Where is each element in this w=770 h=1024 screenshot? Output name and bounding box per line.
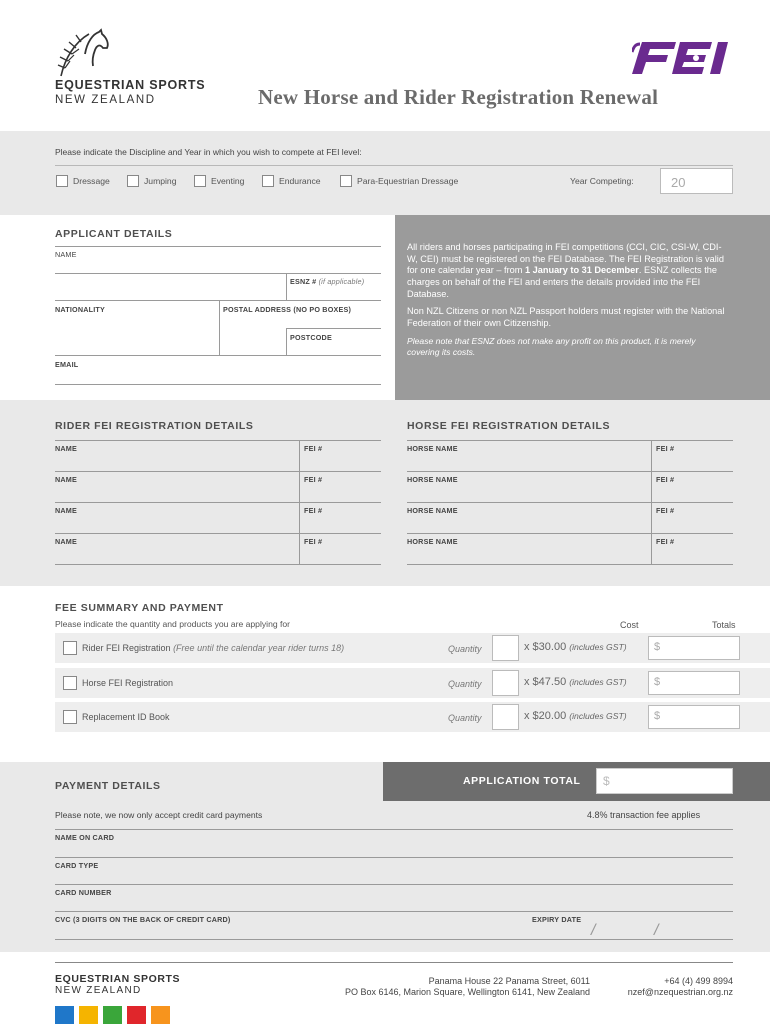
checkbox-jumping[interactable] — [127, 175, 139, 187]
quantity-label: Quantity — [448, 644, 482, 654]
info-text: All riders and horses participating in FEI competitions (CCI, CIC, CSI-W, CDI-W, CEI) must be registered on the FEI Database. The FEI Registration is valid for one calendar year – from — [407, 242, 724, 276]
divider — [55, 246, 381, 247]
footer-divider — [55, 962, 733, 963]
footer-color-square — [55, 1006, 74, 1024]
footer-color-square — [127, 1006, 146, 1024]
divider — [299, 502, 300, 533]
divider — [286, 273, 287, 300]
footer-org-line2: NEW ZEALAND — [55, 985, 142, 996]
rider-name-label: NAME — [55, 444, 77, 453]
currency-symbol: $ — [603, 774, 610, 788]
fee-item-name: Rider FEI Registration — [82, 643, 171, 653]
divider — [55, 502, 381, 503]
divider — [55, 440, 381, 441]
cvc-label: CVC (3 DIGITS ON THE BACK OF CREDIT CARD) — [55, 915, 231, 924]
horse-fei-number-label: FEI # — [656, 537, 675, 546]
fee-price-value: x $30.00 — [524, 641, 567, 653]
checkbox-eventing[interactable] — [194, 175, 206, 187]
fee-prompt: Please indicate the quantity and products you are applying for — [55, 619, 291, 629]
rider-fei-number-label: FEI # — [304, 537, 323, 546]
quantity-label: Quantity — [448, 679, 482, 689]
fee-price-value: x $47.50 — [524, 676, 567, 688]
fee-item-note: (Free until the calendar year rider turns 18) — [173, 643, 345, 653]
email-label: EMAIL — [55, 360, 79, 369]
footer-email[interactable]: nzef@nzequestrian.org.nz — [627, 987, 733, 997]
divider — [286, 328, 287, 355]
payment-note: Please note, we now only accept credit card payments — [55, 810, 263, 820]
horse-name-label: HORSE NAME — [407, 506, 458, 515]
horse-name-label: HORSE NAME — [407, 537, 458, 546]
divider — [407, 502, 733, 503]
checkbox-dressage[interactable] — [56, 175, 68, 187]
divider — [299, 471, 300, 502]
fee-row — [55, 633, 770, 663]
esnz-fern-horse-logo — [55, 28, 111, 78]
org-name-line2: NEW ZEALAND — [55, 94, 156, 106]
payment-heading: PAYMENT DETAILS — [55, 780, 161, 792]
footer-address-line2: PO Box 6146, Marion Square, Wellington 6141, New Zealand — [345, 987, 590, 997]
gst-note: (includes GST) — [569, 642, 627, 652]
fei-logo-graphic — [632, 40, 734, 76]
application-total-input[interactable] — [596, 768, 733, 794]
gst-note: (includes GST) — [569, 677, 627, 687]
divider — [55, 273, 381, 274]
esnz-number-label — [290, 277, 364, 286]
horse-fei-number-label: FEI # — [656, 444, 675, 453]
horse-name-label: HORSE NAME — [407, 444, 458, 453]
divider — [407, 564, 733, 565]
divider — [407, 471, 733, 472]
divider — [55, 911, 733, 912]
divider — [286, 328, 381, 329]
divider — [651, 440, 652, 471]
divider — [55, 533, 381, 534]
divider — [299, 440, 300, 471]
label-endurance: Endurance — [279, 176, 321, 186]
page-title: New Horse and Rider Registration Renewal — [258, 85, 659, 109]
application-total-label: APPLICATION TOTAL — [463, 775, 581, 787]
fee-total-input[interactable] — [648, 671, 740, 695]
name-on-card-label: NAME ON CARD — [55, 833, 115, 842]
footer-color-square — [79, 1006, 98, 1024]
currency-symbol: $ — [654, 641, 661, 653]
rider-fei-number-label: FEI # — [304, 475, 323, 484]
checkbox-endurance[interactable] — [262, 175, 274, 187]
discipline-prompt: Please indicate the Discipline and Year in which you wish to compete at FEI level: — [55, 147, 362, 157]
rider-heading: RIDER FEI REGISTRATION DETAILS — [55, 420, 254, 432]
label-jumping: Jumping — [144, 176, 177, 186]
application-total-bar — [383, 762, 770, 801]
label-para-equestrian-dressage: Para-Equestrian Dressage — [357, 176, 459, 186]
fee-item-checkbox[interactable] — [63, 641, 77, 655]
cost-header: Cost — [620, 620, 639, 630]
divider — [299, 533, 300, 564]
info-paragraph-2: Non NZL Citizens or non NZL Passport holders must register with the National Federation of their own Citizenship. — [407, 306, 725, 329]
footer-phone: +64 (4) 499 8994 — [664, 976, 733, 986]
checkbox-para-equestrian-dressage[interactable] — [340, 175, 352, 187]
divider — [55, 471, 381, 472]
footer-color-square — [151, 1006, 170, 1024]
fee-row — [55, 668, 770, 698]
quantity-input[interactable] — [492, 704, 519, 730]
divider — [651, 502, 652, 533]
fei-info-panel — [395, 215, 770, 400]
quantity-input[interactable] — [492, 635, 519, 661]
divider — [219, 300, 220, 355]
horse-name-label: HORSE NAME — [407, 475, 458, 484]
fee-item-name: Horse FEI Registration — [82, 678, 174, 688]
fee-item-label — [82, 712, 170, 722]
divider — [407, 533, 733, 534]
transaction-fee-note: 4.8% transaction fee applies — [587, 810, 701, 820]
currency-symbol: $ — [654, 676, 661, 688]
card-number-label: CARD NUMBER — [55, 888, 112, 897]
info-paragraph-3: Please note that ESNZ does not make any profit on this product, it is merely covering its costs. — [407, 335, 696, 357]
horse-fei-number-label: FEI # — [656, 506, 675, 515]
quantity-input[interactable] — [492, 670, 519, 696]
org-name-line1: EQUESTRIAN SPORTS — [55, 78, 206, 92]
fee-item-checkbox[interactable] — [63, 676, 77, 690]
divider — [55, 564, 381, 565]
postal-address-label: POSTAL ADDRESS (NO PO BOXES) — [223, 305, 352, 314]
divider — [55, 829, 733, 830]
fee-item-name: Replacement ID Book — [82, 712, 170, 722]
divider — [55, 384, 381, 385]
discipline-section — [0, 131, 770, 215]
fee-price — [524, 676, 627, 688]
fei-logo — [632, 40, 734, 76]
fee-row — [55, 702, 770, 732]
info-text-bold: 1 January to 31 December — [524, 265, 639, 276]
expiry-slash-2: / — [654, 922, 659, 939]
card-type-label: CARD TYPE — [55, 861, 99, 870]
label-eventing: Eventing — [211, 176, 245, 186]
year-competing-input[interactable] — [660, 168, 733, 194]
rider-name-label: NAME — [55, 475, 77, 484]
postcode-label: POSTCODE — [290, 333, 332, 342]
divider — [55, 939, 733, 940]
divider — [55, 165, 733, 166]
divider — [407, 440, 733, 441]
esnz-note: (if applicable) — [318, 277, 365, 286]
divider — [651, 533, 652, 564]
applicant-heading: APPLICANT DETAILS — [55, 228, 173, 240]
applicant-name-label: NAME — [55, 250, 77, 259]
divider — [651, 471, 652, 502]
divider — [55, 857, 733, 858]
year-prefix: 20 — [671, 175, 686, 190]
fee-total-input[interactable] — [648, 705, 740, 729]
label-dressage: Dressage — [73, 176, 110, 186]
footer-color-square — [103, 1006, 122, 1024]
fee-price — [524, 710, 627, 722]
footer-org-line1: EQUESTRIAN SPORTS — [55, 973, 181, 985]
nationality-label: NATIONALITY — [55, 305, 105, 314]
esnz-label-text: ESNZ # — [290, 277, 317, 286]
rider-name-label: NAME — [55, 537, 77, 546]
fee-item-checkbox[interactable] — [63, 710, 77, 724]
horse-fei-number-label: FEI # — [656, 475, 675, 484]
year-competing-label: Year Competing: — [570, 176, 634, 186]
rider-fei-number-label: FEI # — [304, 444, 323, 453]
fee-price — [524, 641, 627, 653]
divider — [55, 300, 381, 301]
rider-name-label: NAME — [55, 506, 77, 515]
currency-symbol: $ — [654, 710, 661, 722]
horse-heading: HORSE FEI REGISTRATION DETAILS — [407, 420, 611, 432]
totals-header: Totals — [712, 620, 736, 630]
fee-item-label — [82, 643, 344, 653]
info-paragraph-1 — [407, 242, 730, 300]
divider — [55, 355, 381, 356]
divider — [55, 884, 733, 885]
expiry-slash-1: / — [591, 922, 596, 939]
expiry-date-label: EXPIRY DATE — [532, 915, 582, 924]
gst-note: (includes GST) — [569, 711, 627, 721]
fee-item-label — [82, 678, 173, 688]
fee-total-input[interactable] — [648, 636, 740, 660]
info-text: . ESNZ collects the charges on behalf of the FEI and enters the details provided into the FEI Database. — [407, 265, 717, 299]
quantity-label: Quantity — [448, 713, 482, 723]
footer-address-line1: Panama House 22 Panama Street, 6011 — [428, 976, 590, 986]
rider-fei-number-label: FEI # — [304, 506, 323, 515]
fee-heading: FEE SUMMARY AND PAYMENT — [55, 602, 224, 614]
fee-price-value: x $20.00 — [524, 710, 567, 722]
